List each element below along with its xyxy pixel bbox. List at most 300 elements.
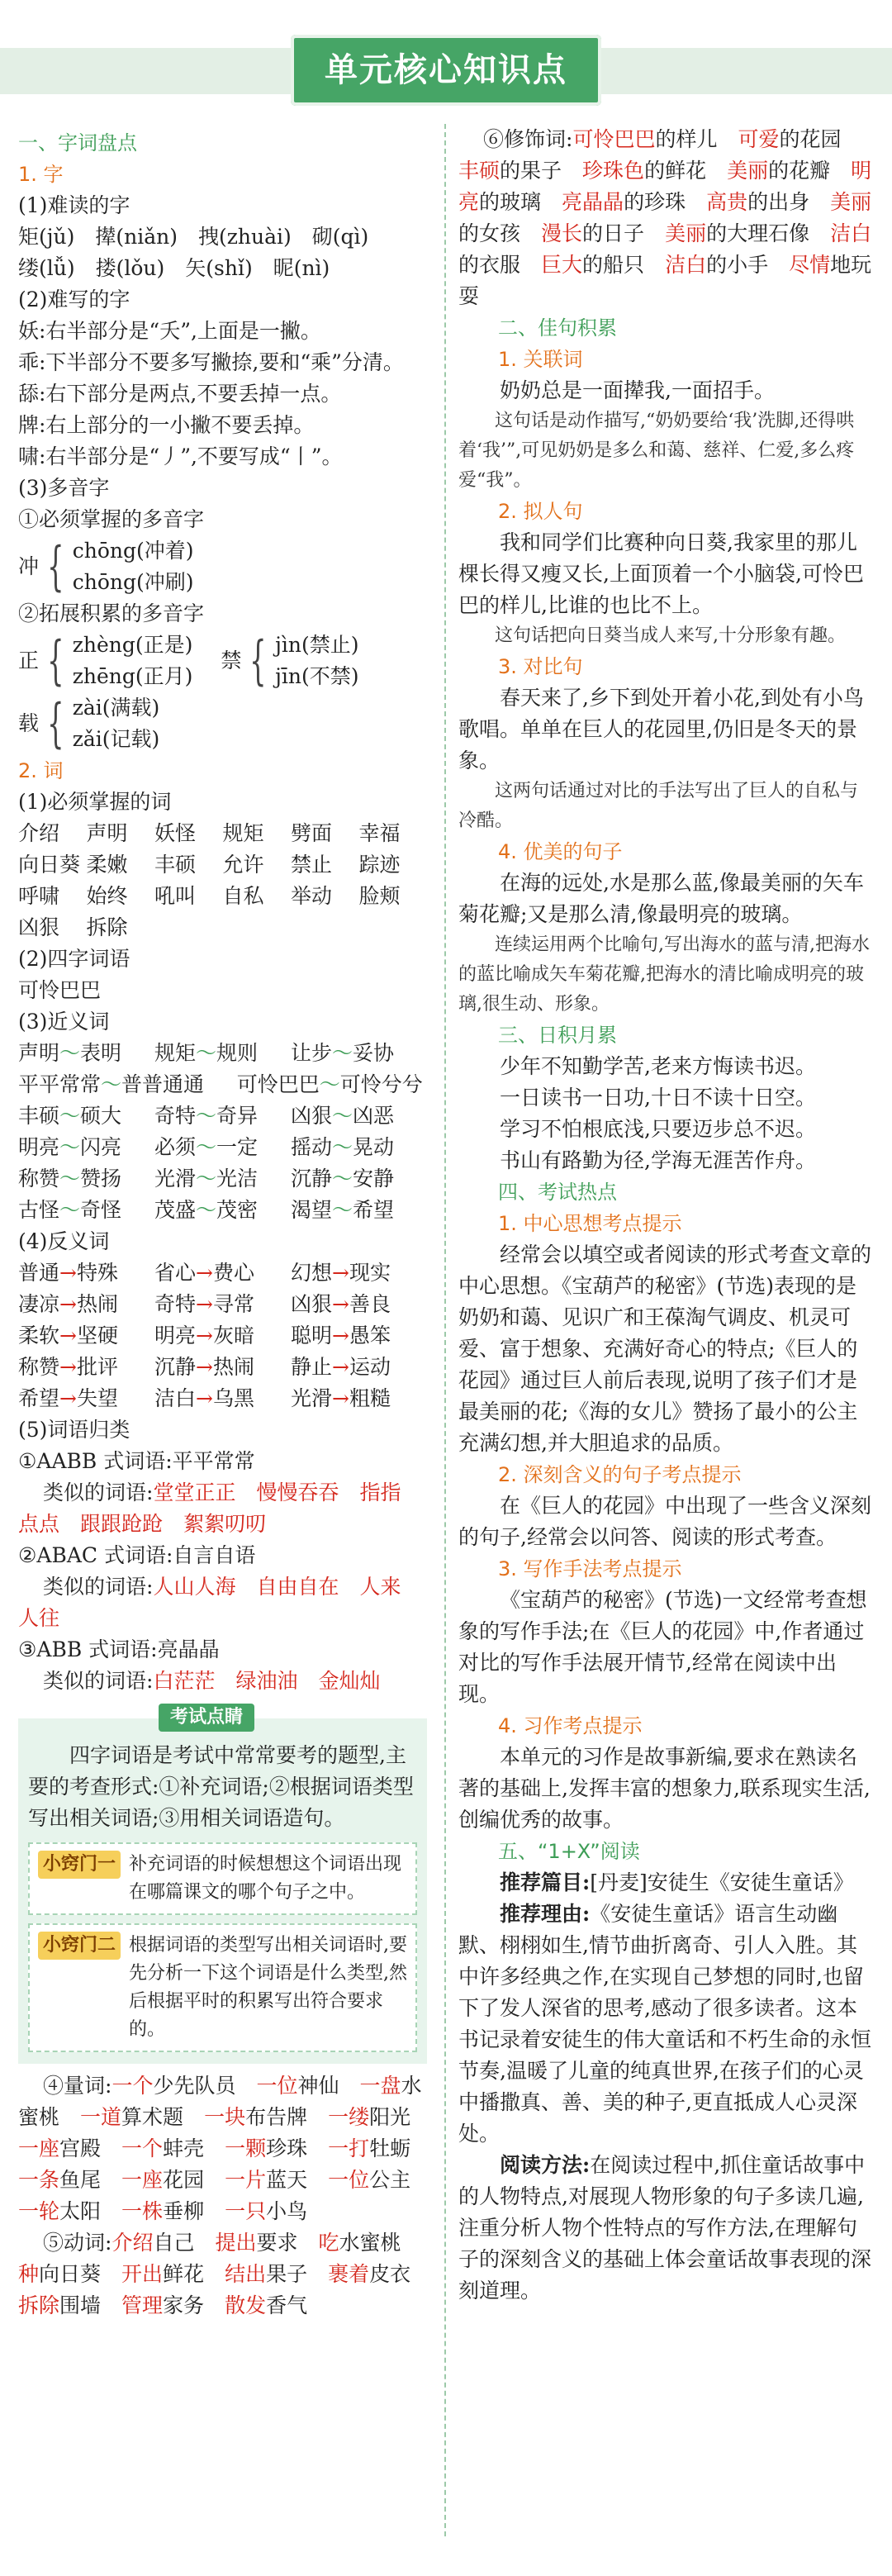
paired-word: 寻常 bbox=[212, 1292, 254, 1316]
phrase bbox=[328, 2105, 410, 2129]
phrase-head: 开出 bbox=[121, 2262, 164, 2286]
word: 人往 bbox=[18, 1606, 60, 1630]
vocab-word: 介绍 bbox=[18, 821, 60, 845]
phrase-head: 一位 bbox=[256, 2074, 298, 2098]
four-char-word: 可怜巴巴 bbox=[18, 978, 102, 1002]
exam-tip-box bbox=[18, 1707, 427, 2064]
paired-word: 批评 bbox=[76, 1355, 118, 1379]
poem-line: 书山有路勤为径,学海无涯苦作舟。 bbox=[500, 1148, 816, 1172]
vocab-word: 凶狠 bbox=[18, 915, 60, 939]
vocab-word: 向日葵 bbox=[18, 853, 81, 877]
phrase-tail: 的大理石像 bbox=[706, 221, 810, 245]
polyphone-char: 冲 bbox=[18, 554, 40, 578]
poem-line: 学习不怕根底浅,只要迈步总不迟。 bbox=[500, 1117, 816, 1141]
word-pair bbox=[18, 1132, 154, 1163]
phrase bbox=[706, 190, 809, 214]
phrase bbox=[328, 2168, 410, 2192]
sub-heading: 1. 关联词 bbox=[498, 348, 583, 371]
reading: chōng(冲着) bbox=[72, 539, 194, 563]
paired-word: 安静 bbox=[353, 1167, 395, 1191]
word: 慢慢吞吞 bbox=[256, 1480, 339, 1504]
paragraph: 《宝葫芦的秘密》(节选)一文经常考查想象的写作手法;在《巨人的花园》中,作者通过对比的写作手法展开情节,经常在阅读中出现。 bbox=[458, 1588, 867, 1706]
phrase bbox=[328, 2136, 410, 2160]
paired-word: 茂密 bbox=[216, 1198, 259, 1222]
vocab-word: 声明 bbox=[86, 821, 128, 845]
paired-word: 热闹 bbox=[76, 1292, 118, 1316]
label: (4)反义词 bbox=[18, 1229, 110, 1253]
sub-heading: 3. 对比句 bbox=[498, 655, 583, 678]
phrase bbox=[18, 2293, 101, 2317]
arrow-icon: ～ bbox=[59, 1198, 81, 1222]
label: (5)词语归类 bbox=[18, 1418, 130, 1442]
verb-phrases bbox=[18, 2227, 427, 2322]
paired-word: 乌黑 bbox=[212, 1386, 254, 1410]
phrase bbox=[665, 253, 768, 277]
polyphone-readings bbox=[73, 630, 193, 692]
reading: zài(满载) bbox=[72, 696, 160, 720]
phrase bbox=[80, 2105, 183, 2129]
pair-row bbox=[18, 1383, 427, 1414]
phrase-tail: 阳光 bbox=[369, 2105, 411, 2129]
word: 称赞 bbox=[18, 1355, 60, 1379]
word-pair bbox=[18, 1069, 237, 1100]
vocab-word: 自私 bbox=[222, 884, 264, 908]
paired-word: 运动 bbox=[349, 1355, 391, 1379]
arrow-icon: ～ bbox=[101, 1072, 122, 1096]
exam-tip-text: 四字词语是考试中常常要考的题型,主要的考查形式:①补充词语;②根据词语类型写出相关词语;③用相关词语造句。 bbox=[28, 1743, 414, 1830]
phrase-tail: 向日葵 bbox=[39, 2262, 102, 2286]
label: 推荐理由: bbox=[500, 1902, 591, 1926]
paired-word: 凶恶 bbox=[353, 1104, 395, 1128]
reading-method bbox=[458, 2150, 875, 2307]
arrow-icon: → bbox=[196, 1261, 213, 1285]
phrase bbox=[225, 2136, 307, 2160]
paired-word: 希望 bbox=[353, 1198, 395, 1222]
arrow-icon: → bbox=[59, 1324, 77, 1347]
vocab-word: 禁止 bbox=[291, 853, 333, 877]
word-pair bbox=[237, 1069, 427, 1100]
phrase-tail: 水蜜桃 bbox=[339, 2231, 401, 2255]
arrow-icon: → bbox=[59, 1386, 77, 1410]
example-sentence: 奶奶总是一面撵我,一面招手。 bbox=[500, 378, 775, 402]
word: 洁白 bbox=[154, 1386, 197, 1410]
pair-row bbox=[18, 1100, 427, 1132]
phrase bbox=[225, 2293, 307, 2317]
phrase-tail: 的鲜花 bbox=[644, 159, 707, 183]
word-pair bbox=[291, 1038, 427, 1069]
phrase-tail: 的出身 bbox=[747, 190, 810, 214]
word-pair bbox=[18, 1320, 154, 1352]
word-pair bbox=[154, 1195, 291, 1226]
word: 沉静 bbox=[154, 1355, 197, 1379]
sentence-note: 这句话把向日葵当成人来写,十分形象有趣。 bbox=[495, 625, 846, 646]
word-line bbox=[18, 1477, 427, 1509]
word-pair bbox=[291, 1320, 427, 1352]
text-line: 妖:右半部分是“夭”,上面是一撇。 bbox=[18, 319, 321, 343]
phrase-head: 尽情 bbox=[789, 253, 831, 277]
sub-heading: 4. 优美的句子 bbox=[498, 840, 623, 863]
phrase-tail: 的衣服 bbox=[458, 253, 521, 277]
phrase bbox=[121, 2199, 204, 2223]
word-pair bbox=[18, 1383, 154, 1414]
word: 称赞 bbox=[18, 1167, 60, 1191]
vocab-word: 呼啸 bbox=[18, 884, 60, 908]
phrase-tail: 蚌壳 bbox=[163, 2136, 205, 2160]
reading: zhēng(正月) bbox=[72, 664, 193, 688]
paired-word: 光洁 bbox=[216, 1167, 259, 1191]
phrase-head: 一颗 bbox=[225, 2136, 267, 2160]
phrase-tail: 自己 bbox=[153, 2231, 195, 2255]
vocab-word: 举动 bbox=[291, 884, 333, 908]
label: ⑤动词: bbox=[43, 2231, 112, 2255]
sentence-note: 连续运用两个比喻句,写出海水的蓝与清,把海水的蓝比喻成矢车菊花瓣,把海水的清比喻成明亮的玻璃,很生动、形象。 bbox=[458, 934, 870, 1015]
word: 静止 bbox=[291, 1355, 333, 1379]
word: 摇动 bbox=[291, 1135, 333, 1159]
polyphone-row bbox=[18, 630, 427, 692]
word-pair bbox=[154, 1038, 291, 1069]
word-pair bbox=[18, 1352, 154, 1383]
phrase-head: 珍珠色 bbox=[582, 159, 645, 183]
word-pair bbox=[154, 1257, 291, 1289]
antonym-list bbox=[18, 1257, 427, 1414]
brace-icon: { bbox=[249, 630, 267, 692]
arrow-icon: → bbox=[332, 1324, 349, 1347]
label: (1)必须掌握的词 bbox=[18, 790, 172, 814]
phrase-tail: 的日子 bbox=[582, 221, 645, 245]
arrow-icon: ～ bbox=[196, 1167, 217, 1191]
sentence-note: 这两句话通过对比的手法写出了巨人的自私与冷酷。 bbox=[458, 781, 859, 831]
word: 光滑 bbox=[154, 1167, 197, 1191]
pair-row bbox=[18, 1257, 427, 1289]
word: 声明 bbox=[18, 1041, 60, 1065]
hard-read-list bbox=[18, 221, 427, 284]
label: 推荐篇目: bbox=[500, 1870, 591, 1894]
word: 茂盛 bbox=[154, 1198, 197, 1222]
word: 堂堂正正 bbox=[153, 1480, 236, 1504]
paired-word: 奇怪 bbox=[80, 1198, 122, 1222]
trick-text: 补充词语的时候想想这个词语出现在哪篇课文的哪个句子之中。 bbox=[129, 1854, 402, 1903]
word: 让步 bbox=[291, 1041, 333, 1065]
example-sentence: 在海的远处,水是那么蓝,像最美丽的矢车菊花瓣;又是那么清,像最明亮的玻璃。 bbox=[458, 871, 864, 926]
arrow-icon: → bbox=[332, 1292, 349, 1316]
phrase-tail: 的玻璃 bbox=[479, 190, 542, 214]
arrow-icon: ～ bbox=[319, 1072, 340, 1096]
example-sentence: 春天来了,乡下到处开着小花,到处有小鸟歌唱。单单在巨人的花园里,仍旧是冬天的景象。 bbox=[458, 686, 864, 772]
polyphone-jin bbox=[221, 630, 358, 692]
phrase bbox=[112, 2231, 194, 2255]
section-heading: 三、日积月累 bbox=[498, 1024, 617, 1047]
word: 聪明 bbox=[291, 1324, 333, 1347]
sub-heading: 2. 词 bbox=[18, 759, 64, 782]
phrase-head: 提出 bbox=[215, 2231, 257, 2255]
label: (3)多音字 bbox=[18, 476, 110, 500]
pair-row bbox=[18, 1038, 427, 1069]
label: (1)难读的字 bbox=[18, 193, 130, 217]
phrase-head: 一座 bbox=[121, 2168, 164, 2192]
label: 类似的词语: bbox=[43, 1480, 154, 1504]
paired-word: 奇异 bbox=[216, 1104, 259, 1128]
paired-word: 普普通通 bbox=[121, 1072, 205, 1096]
phrase-head: 一座 bbox=[18, 2136, 60, 2160]
word: 希望 bbox=[18, 1386, 60, 1410]
phrase-tail: 香气 bbox=[266, 2293, 308, 2317]
arrow-icon: → bbox=[59, 1292, 77, 1316]
label: ①必须掌握的多音字 bbox=[18, 507, 205, 531]
page-title: 单元核心知识点 bbox=[325, 51, 567, 89]
phrase bbox=[319, 2231, 401, 2255]
phrase bbox=[18, 2262, 101, 2286]
word: 白茫茫 bbox=[153, 1669, 216, 1693]
phrase-head: 一个 bbox=[121, 2136, 164, 2160]
phrase-head: 可爱 bbox=[738, 127, 780, 151]
phrase-tail: 水蜜桃 bbox=[18, 2074, 422, 2129]
phrase-head: 高贵 bbox=[706, 190, 748, 214]
phrase bbox=[256, 2074, 339, 2098]
reading: chōng(冲刷) bbox=[72, 570, 194, 594]
word-pair bbox=[291, 1163, 427, 1195]
label: ①AABB 式词语:平平常常 bbox=[18, 1449, 255, 1473]
paired-word: 一定 bbox=[216, 1135, 259, 1159]
text-line: 乖:下半部分不要多写撇捺,要和“乘”分清。 bbox=[18, 350, 404, 374]
word-pair bbox=[154, 1352, 291, 1383]
phrase-tail: 地玩耍 bbox=[458, 253, 872, 308]
phrase-tail: 算术题 bbox=[121, 2105, 184, 2129]
paired-word: 规则 bbox=[216, 1041, 259, 1065]
arrow-icon: → bbox=[332, 1261, 349, 1285]
word-pair bbox=[291, 1289, 427, 1320]
paired-word: 失望 bbox=[76, 1386, 118, 1410]
word: 沉静 bbox=[291, 1167, 333, 1191]
polyphone-readings bbox=[275, 630, 358, 692]
sub-heading: 2. 拟人句 bbox=[498, 500, 583, 523]
word: 金灿灿 bbox=[318, 1669, 381, 1693]
label: ②拓展积累的多音字 bbox=[18, 601, 205, 625]
word: 光滑 bbox=[291, 1386, 333, 1410]
polyphone-zheng bbox=[18, 630, 192, 692]
vocab-word: 妖怪 bbox=[154, 821, 197, 845]
phrase-head: 一盘 bbox=[359, 2074, 401, 2098]
label: ⑥修饰词: bbox=[483, 127, 573, 151]
arrow-icon: → bbox=[59, 1355, 77, 1379]
sub-heading: 1. 字 bbox=[18, 163, 64, 186]
phrase-tail: 珍珠 bbox=[266, 2136, 308, 2160]
text-line: 牌:右上部分的一小撇不要丢掉。 bbox=[18, 413, 315, 437]
phrase-tail: 少先队员 bbox=[153, 2074, 236, 2098]
phrase-tail: 围墙 bbox=[59, 2293, 102, 2317]
paragraph: 本单元的习作是故事新编,要求在熟读名著的基础上,发挥丰富的想象力,联系现实生活,创编优秀的故事。 bbox=[458, 1745, 871, 1832]
polyphone-zai bbox=[18, 692, 427, 755]
paired-word: 善良 bbox=[349, 1292, 391, 1316]
phrase-tail: 鱼尾 bbox=[59, 2168, 102, 2192]
phrase bbox=[225, 2262, 307, 2286]
phrase-tail: 皮衣 bbox=[369, 2262, 411, 2286]
phrase-head: 一只 bbox=[225, 2199, 267, 2223]
phrase-head: 洁白 bbox=[830, 221, 872, 245]
word-pair bbox=[291, 1257, 427, 1289]
word: 绿油油 bbox=[235, 1669, 298, 1693]
arrow-icon: ～ bbox=[332, 1167, 353, 1191]
paired-word: 表明 bbox=[80, 1041, 122, 1065]
paragraph: 在《巨人的花园》中出现了一些含义深刻的句子,经常会以问答、阅读的形式考查。 bbox=[458, 1494, 872, 1549]
vocab-word: 允许 bbox=[222, 853, 264, 877]
modifier-phrases bbox=[458, 124, 875, 312]
word: 普通 bbox=[18, 1261, 60, 1285]
phrase-head: 一块 bbox=[204, 2105, 246, 2129]
paired-word: 特殊 bbox=[76, 1261, 118, 1285]
phrase bbox=[121, 2293, 204, 2317]
phrase-head: 美丽 bbox=[665, 221, 707, 245]
phrase-head: 种 bbox=[18, 2262, 40, 2286]
word-pair bbox=[154, 1383, 291, 1414]
arrow-icon: → bbox=[196, 1292, 213, 1316]
paired-word: 可怜兮兮 bbox=[339, 1072, 423, 1096]
text-line: 矩(jǔ) 撵(niǎn) 拽(zhuài) 砌(qì) bbox=[18, 225, 369, 249]
phrase-head: 一位 bbox=[328, 2168, 370, 2192]
phrase-tail: 的果子 bbox=[500, 159, 562, 183]
word: 自由自在 bbox=[256, 1575, 339, 1599]
phrase bbox=[541, 221, 644, 245]
phrase-head: 一打 bbox=[328, 2136, 370, 2160]
word-line bbox=[18, 1509, 427, 1540]
word-pair bbox=[18, 1257, 154, 1289]
word-pair bbox=[18, 1038, 154, 1069]
section-heading: 二、佳句积累 bbox=[498, 316, 617, 340]
paired-word: 硕大 bbox=[80, 1104, 122, 1128]
vocab-word: 踪迹 bbox=[358, 853, 401, 877]
word-pair bbox=[18, 1163, 154, 1195]
phrase-tail: 宫殿 bbox=[59, 2136, 102, 2160]
label: 类似的词语: bbox=[43, 1575, 154, 1599]
phrase-tail: 的珍珠 bbox=[624, 190, 686, 214]
trick-label: 小窍门一 bbox=[38, 1851, 121, 1879]
paragraph: 在阅读过程中,抓住童话故事中的人物特点,对展现人物形象的句子多读几遍,注重分析人物个性特点的写作方法,在理解句子的深刻含义的基础上体会童话故事表现的深刻道理。 bbox=[458, 2153, 872, 2303]
phrase-head: 美丽 bbox=[727, 159, 769, 183]
phrase bbox=[215, 2231, 297, 2255]
pair-row bbox=[18, 1163, 427, 1195]
phrase bbox=[112, 2074, 235, 2098]
phrase-head: 漫长 bbox=[541, 221, 583, 245]
phrase bbox=[121, 2136, 204, 2160]
pair-row bbox=[18, 1195, 427, 1226]
right-column bbox=[458, 124, 875, 2307]
phrase-tail: 花园 bbox=[163, 2168, 205, 2192]
phrase-head: 美丽 bbox=[830, 190, 872, 214]
word-line bbox=[18, 1666, 427, 1697]
polyphone-char: 载 bbox=[18, 711, 40, 735]
phrase bbox=[225, 2168, 307, 2192]
poem-line: 少年不知勤学苦,老来方悔读书迟。 bbox=[500, 1054, 816, 1078]
paired-word: 费心 bbox=[212, 1261, 254, 1285]
arrow-icon: ～ bbox=[59, 1104, 81, 1128]
word: 柔软 bbox=[18, 1324, 60, 1347]
word-pair bbox=[154, 1289, 291, 1320]
phrase-tail: 布告牌 bbox=[245, 2105, 308, 2129]
phrase-tail: 要求 bbox=[256, 2231, 298, 2255]
label: 类似的词语: bbox=[43, 1669, 154, 1693]
word: 可怜巴巴 bbox=[236, 1072, 320, 1096]
word: 明亮 bbox=[154, 1324, 197, 1347]
phrase-head: 丰硕 bbox=[458, 159, 501, 183]
arrow-icon: ～ bbox=[196, 1198, 217, 1222]
word-pair bbox=[291, 1132, 427, 1163]
phrase bbox=[18, 2136, 101, 2160]
pair-row bbox=[18, 1132, 427, 1163]
word: 必须 bbox=[154, 1135, 197, 1159]
label: (2)四字词语 bbox=[18, 947, 130, 971]
phrase bbox=[572, 127, 717, 151]
word-pair bbox=[154, 1320, 291, 1352]
arrow-icon: ～ bbox=[59, 1167, 81, 1191]
example-sentence: 我和同学们比赛种向日葵,我家里的那儿棵长得又瘦又长,上面顶着一个小脑袋,可怜巴巴的样儿,比谁的也比不上。 bbox=[458, 530, 864, 617]
phrase-tail: 神仙 bbox=[297, 2074, 339, 2098]
polyphone-chong bbox=[18, 535, 427, 598]
trick-1 bbox=[28, 1842, 417, 1915]
word: 絮絮叨叨 bbox=[183, 1512, 267, 1536]
phrase bbox=[18, 2168, 101, 2192]
phrase-head: 介绍 bbox=[112, 2231, 154, 2255]
phrase-head: 一条 bbox=[18, 2168, 60, 2192]
synonym-list bbox=[18, 1038, 427, 1226]
word: 跟跟跄跄 bbox=[80, 1512, 164, 1536]
word-pair bbox=[154, 1100, 291, 1132]
paired-word: 现实 bbox=[349, 1261, 391, 1285]
phrase bbox=[458, 159, 562, 183]
arrow-icon: ～ bbox=[332, 1041, 353, 1065]
word: 平平常常 bbox=[18, 1072, 102, 1096]
word: 渴望 bbox=[291, 1198, 333, 1222]
word-pair bbox=[291, 1383, 427, 1414]
phrase-head: 管理 bbox=[121, 2293, 164, 2317]
brace-icon: { bbox=[47, 693, 64, 754]
phrase bbox=[582, 159, 706, 183]
pair-row bbox=[18, 1320, 427, 1352]
sentence-note: 这句话是动作描写,“奶奶要给‘我’洗脚,还得哄着‘我’”,可见奶奶是多么和蔼、慈祥、仁爱,多么疼爱“我”。 bbox=[458, 411, 855, 491]
polyphone-readings bbox=[73, 535, 194, 598]
arrow-icon: → bbox=[196, 1386, 213, 1410]
phrase-head: 一缕 bbox=[328, 2105, 370, 2129]
trick-label: 小窍门二 bbox=[38, 1932, 121, 1960]
word: 省心 bbox=[154, 1261, 197, 1285]
sub-heading: 4. 习作考点提示 bbox=[498, 1714, 643, 1737]
paired-word: 赞扬 bbox=[80, 1167, 122, 1191]
phrase-head: 裹着 bbox=[328, 2262, 370, 2286]
arrow-icon: → bbox=[196, 1324, 213, 1347]
poem-line: 一日读书一日功,十日不读十日空。 bbox=[500, 1086, 816, 1110]
reading: zhèng(正是) bbox=[72, 633, 193, 657]
phrase-tail: 牡蛎 bbox=[369, 2136, 411, 2160]
word-grid bbox=[18, 818, 427, 943]
section-heading: 四、考试热点 bbox=[498, 1181, 617, 1204]
paired-word: 晃动 bbox=[353, 1135, 395, 1159]
pair-row bbox=[18, 1289, 427, 1320]
word-line bbox=[18, 1571, 427, 1603]
vocab-word: 脸颊 bbox=[358, 884, 401, 908]
recommend-title bbox=[458, 1867, 875, 1899]
phrase bbox=[738, 127, 841, 151]
section-heading: 一、字词盘点 bbox=[18, 131, 137, 154]
vocab-word: 拆除 bbox=[86, 915, 128, 939]
phrase-head: 一株 bbox=[121, 2199, 164, 2223]
word-pair bbox=[154, 1163, 291, 1195]
arrow-icon: ～ bbox=[332, 1135, 353, 1159]
arrow-icon: ～ bbox=[196, 1135, 217, 1159]
arrow-icon: ～ bbox=[196, 1104, 217, 1128]
arrow-icon: ～ bbox=[332, 1198, 353, 1222]
exam-tip-title: 考试点睛 bbox=[159, 1704, 254, 1732]
word: 奇特 bbox=[154, 1292, 197, 1316]
phrase-tail: 的样儿 bbox=[655, 127, 718, 151]
vocab-word: 劈面 bbox=[291, 821, 333, 845]
